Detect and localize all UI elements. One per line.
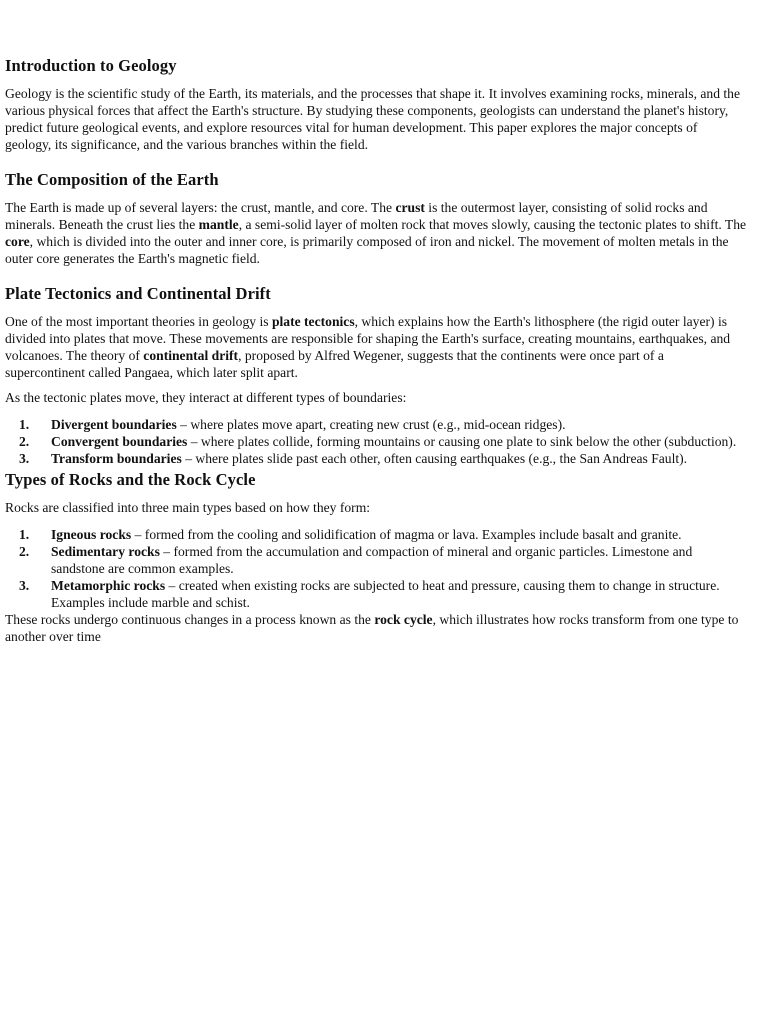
list-number: 1.	[19, 417, 30, 432]
list-item	[5, 543, 747, 577]
paragraph-boundaries-intro: As the tectonic plates move, they interact at different types of boundaries:	[5, 390, 407, 405]
list-number: 3.	[19, 578, 30, 593]
text-run: The Earth is made up of several layers: the crust, mantle, and core. The	[5, 200, 396, 215]
term-plate-tectonics: plate tectonics	[271, 314, 355, 329]
text-run: One of the most important theories in geology is	[5, 314, 272, 329]
paragraph-introduction: Geology is the scientific study of the Earth, its materials, and the processes that shape it. It involves examining rocks, minerals, and the various physical forces that affect the Earth's structure. By studying these components, geologists can understand the planet's history, predict future geological events, and explore resources vital for human development. This paper explores the major concepts of geology, its significance, and the various branches within the field.	[5, 86, 741, 152]
text-run: , which illustrates how rocks transform from one type to another over time	[5, 612, 739, 644]
list-item	[5, 433, 747, 450]
text-run: , which is divided into the outer and inner core, is primarily composed of iron and nickel. The movement of molten metals in the outer core generates the Earth's magnetic field.	[5, 234, 729, 266]
text-run: is the outermost layer, consisting of solid rocks and minerals. Beneath the crust lies the	[5, 200, 708, 232]
list-desc: – where plates move apart, creating new crust (e.g., mid-ocean ridges).	[176, 417, 566, 432]
term-mantle: mantle	[198, 217, 239, 232]
heading-composition: The Composition of the Earth	[5, 170, 219, 189]
text-run: These rocks undergo continuous changes in a process known as the	[5, 612, 375, 627]
list-desc: – where plates collide, forming mountains or causing one plate to sink below the other (subduction).	[187, 434, 737, 449]
list-term: Divergent boundaries	[51, 417, 177, 432]
rock-types-list	[5, 526, 747, 611]
list-item	[5, 416, 747, 433]
document-page	[5, 0, 747, 645]
paragraph-rocks-intro: Rocks are classified into three main types based on how they form:	[5, 500, 371, 515]
term-continental-drift: continental drift	[143, 348, 239, 363]
term-rock-cycle: rock cycle	[374, 612, 433, 627]
text-run: , which explains how the Earth's lithosphere (the rigid outer layer) is divided into plates that move. These movements are responsible for shaping the Earth's surface, creating mountains, earthquakes, and volcanoes. The theory of	[5, 314, 731, 363]
paragraph-composition	[5, 199, 747, 267]
list-item	[5, 526, 747, 543]
text-run: , proposed by Alfred Wegener, suggests that the continents were once part of a supercontinent called Pangaea, which later split apart.	[5, 348, 664, 380]
list-item	[5, 450, 747, 467]
boundaries-list	[5, 416, 747, 467]
list-term: Transform boundaries	[51, 451, 182, 466]
heading-plate-tectonics: Plate Tectonics and Continental Drift	[5, 284, 271, 303]
list-desc: – where plates slide past each other, often causing earthquakes (e.g., the San Andreas Fault).	[181, 451, 688, 466]
list-number: 3.	[19, 451, 30, 466]
list-desc: – formed from the accumulation and compaction of mineral and organic particles. Limestone and sandstone are common examples.	[51, 544, 693, 576]
term-core: core	[5, 234, 30, 249]
text-run: , a semi-solid layer of molten rock that moves slowly, causing the tectonic plates to shift. The	[238, 217, 747, 232]
list-item	[5, 577, 747, 611]
list-term: Igneous rocks	[51, 527, 132, 542]
paragraph-plate-tectonics	[5, 313, 747, 381]
paragraph-rock-cycle	[5, 611, 747, 645]
list-desc: – created when existing rocks are subjected to heat and pressure, causing them to change in structure. Examples include marble and schist.	[51, 578, 720, 610]
list-number: 2.	[19, 434, 30, 449]
heading-introduction: Introduction to Geology	[5, 56, 177, 75]
list-desc: – formed from the cooling and solidification of magma or lava. Examples include basalt and granite.	[131, 527, 682, 542]
list-number: 1.	[19, 527, 30, 542]
list-term: Sedimentary rocks	[51, 544, 160, 559]
term-crust: crust	[395, 200, 425, 215]
list-number: 2.	[19, 544, 30, 559]
heading-rocks: Types of Rocks and the Rock Cycle	[5, 470, 256, 489]
list-term: Convergent boundaries	[51, 434, 188, 449]
list-term: Metamorphic rocks	[51, 578, 166, 593]
